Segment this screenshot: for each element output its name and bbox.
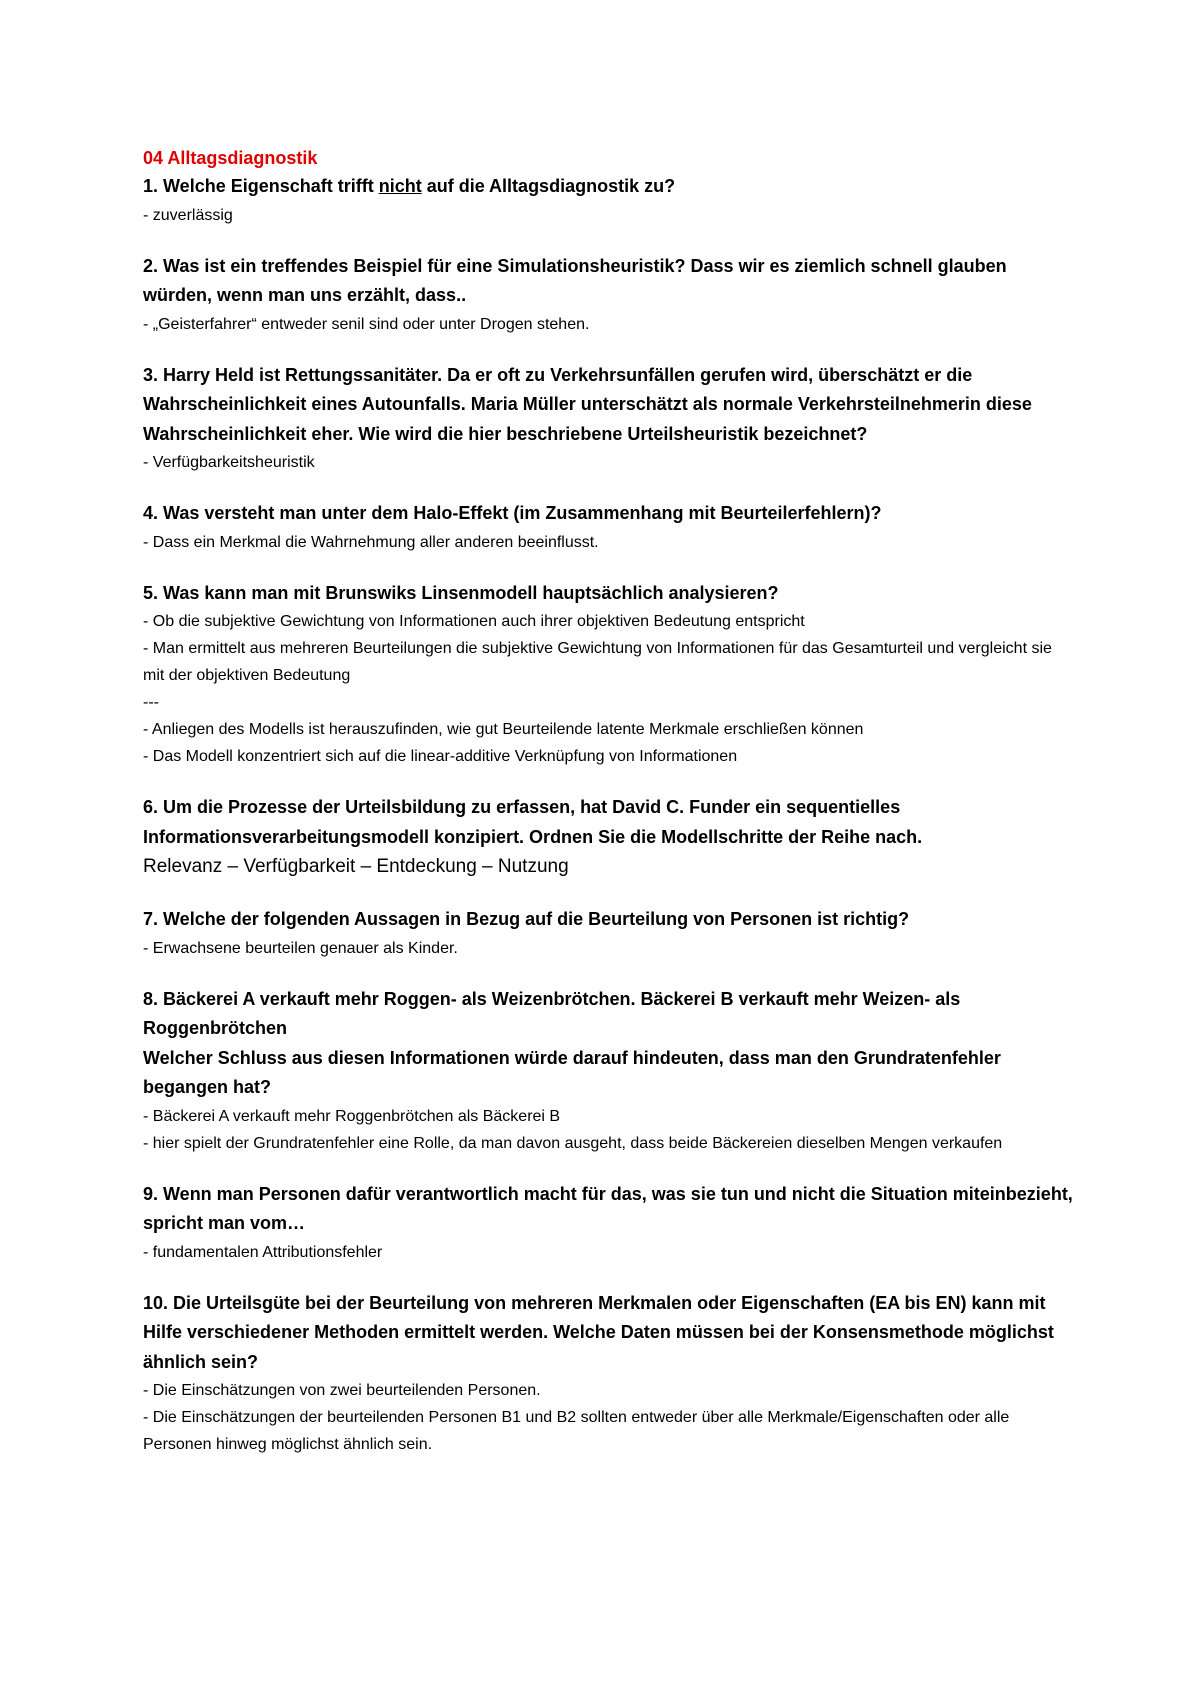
question-block-2 (143, 252, 1073, 338)
answer-1-1: - zuverlässig (143, 206, 233, 224)
question-4: 4. Was versteht man unter dem Halo-Effekt (im Zusammenhang mit Beurteilerfehlern)? (143, 503, 882, 523)
question-10: 10. Die Urteilsgüte bei der Beurteilung von mehreren Merkmalen oder Eigenschaften (EA bis EN) kann mit Hilfe verschiedener Methoden ermittelt werden. Welche Daten müssen bei der Konsensmethode möglichst ähnlich sein? (143, 1292, 1054, 1372)
question-5: 5. Was kann man mit Brunswiks Linsenmodell hauptsächlich analysieren? (143, 582, 779, 603)
answer-5-2: - Man ermittelt aus mehreren Beurteilungen die subjektive Gewichtung von Informationen für das Gesamturteil und vergleicht sie mit der objektiven Bedeutung (143, 640, 1052, 684)
answer-3-1: - Verfügbarkeitsheuristik (143, 454, 315, 471)
answer-9-1: - fundamentalen Attributionsfehler (143, 1243, 383, 1261)
question-block-3 (143, 361, 1073, 477)
answer-10-2: - Die Einschätzungen der beurteilenden Personen B1 und B2 sollten entweder über alle Merkmale/Eigenschaften oder alle Personen hinweg möglichst ähnlich sein. (143, 1409, 1010, 1453)
question-1 (143, 172, 1073, 202)
question-1-text-start: 1. Welche Eigenschaft trifft (143, 176, 379, 196)
question-block-8 (143, 985, 1073, 1157)
question-block-6 (143, 793, 1073, 882)
answer-8-1: - Bäckerei A verkauft mehr Roggenbrötchen als Bäckerei B (143, 1107, 561, 1125)
question-8-line-2: Welcher Schluss aus diesen Informationen würde darauf hindeuten, dass man den Grundratenfehler begangen hat? (143, 1047, 1001, 1097)
question-block-9 (143, 1180, 1073, 1266)
question-9: 9. Wenn man Personen dafür verantwortlich macht für das, was sie tun und nicht die Situation miteinbezieht, spricht man vom… (143, 1183, 1073, 1233)
question-block-5 (143, 579, 1073, 771)
question-block-10 (143, 1289, 1073, 1459)
answer-8-2: - hier spielt der Grundratenfehler eine Rolle, da man davon ausgeht, dass beide Bäckereien dieselben Mengen verkaufen (143, 1134, 1003, 1152)
question-1-text-end: auf die Alltagsdiagnostik zu? (421, 176, 676, 196)
document-title: 04 Alltagsdiagnostik (143, 148, 318, 168)
question-6: 6. Um die Prozesse der Urteilsbildung zu erfassen, hat David C. Funder ein sequentielles Informationsverarbeitungsmodell konzipiert. Ordnen Sie die Modellschritte der Reihe nach. (143, 797, 923, 847)
question-7: 7. Welche der folgenden Aussagen in Bezug auf die Beurteilung von Personen ist richtig? (143, 909, 910, 929)
answer-6-1: Relevanz – Verfügbarkeit – Entdeckung – Nutzung (143, 856, 569, 877)
answer-5-1: - Ob die subjektive Gewichtung von Informationen auch ihrer objektiven Bedeutung entspricht (143, 613, 805, 630)
answer-5-separator: --- (143, 694, 159, 711)
answer-4-1: - Dass ein Merkmal die Wahrnehmung aller anderen beeinflusst. (143, 533, 599, 551)
question-2: 2. Was ist ein treffendes Beispiel für eine Simulationsheuristik? Dass wir es ziemlich schnell glauben würden, wenn man uns erzählt, dass.. (143, 255, 1007, 305)
answer-5-4: - Das Modell konzentriert sich auf die linear-additive Verknüpfung von Informationen (143, 748, 738, 765)
question-1-underlined-word: nicht (378, 176, 422, 196)
question-8-line-1: 8. Bäckerei A verkauft mehr Roggen- als Weizenbrötchen. Bäckerei B verkauft mehr Weizen- als Roggenbrötchen (143, 988, 961, 1038)
question-block-4 (143, 499, 1073, 556)
answer-10-1: - Die Einschätzungen von zwei beurteilenden Personen. (143, 1382, 541, 1399)
question-block-7 (143, 905, 1073, 962)
answer-5-3: - Anliegen des Modells ist herauszufinden, wie gut Beurteilende latente Merkmale erschließen können (143, 721, 864, 738)
answer-7-1: - Erwachsene beurteilen genauer als Kinder. (143, 939, 458, 957)
document-page (143, 145, 1073, 1481)
answer-2-1: - „Geisterfahrer“ entweder senil sind oder unter Drogen stehen. (143, 315, 590, 333)
question-block-1 (143, 172, 1073, 229)
question-3: 3. Harry Held ist Rettungssanitäter. Da er oft zu Verkehrsunfällen gerufen wird, überschätzt er die Wahrscheinlichkeit eines Autounfalls. Maria Müller unterschätzt als normale Verkehrsteilnehmerin diese Wahrscheinlichkeit eher. Wie wird die hier beschriebene Urteilsheuristik bezeichnet? (143, 364, 1032, 444)
